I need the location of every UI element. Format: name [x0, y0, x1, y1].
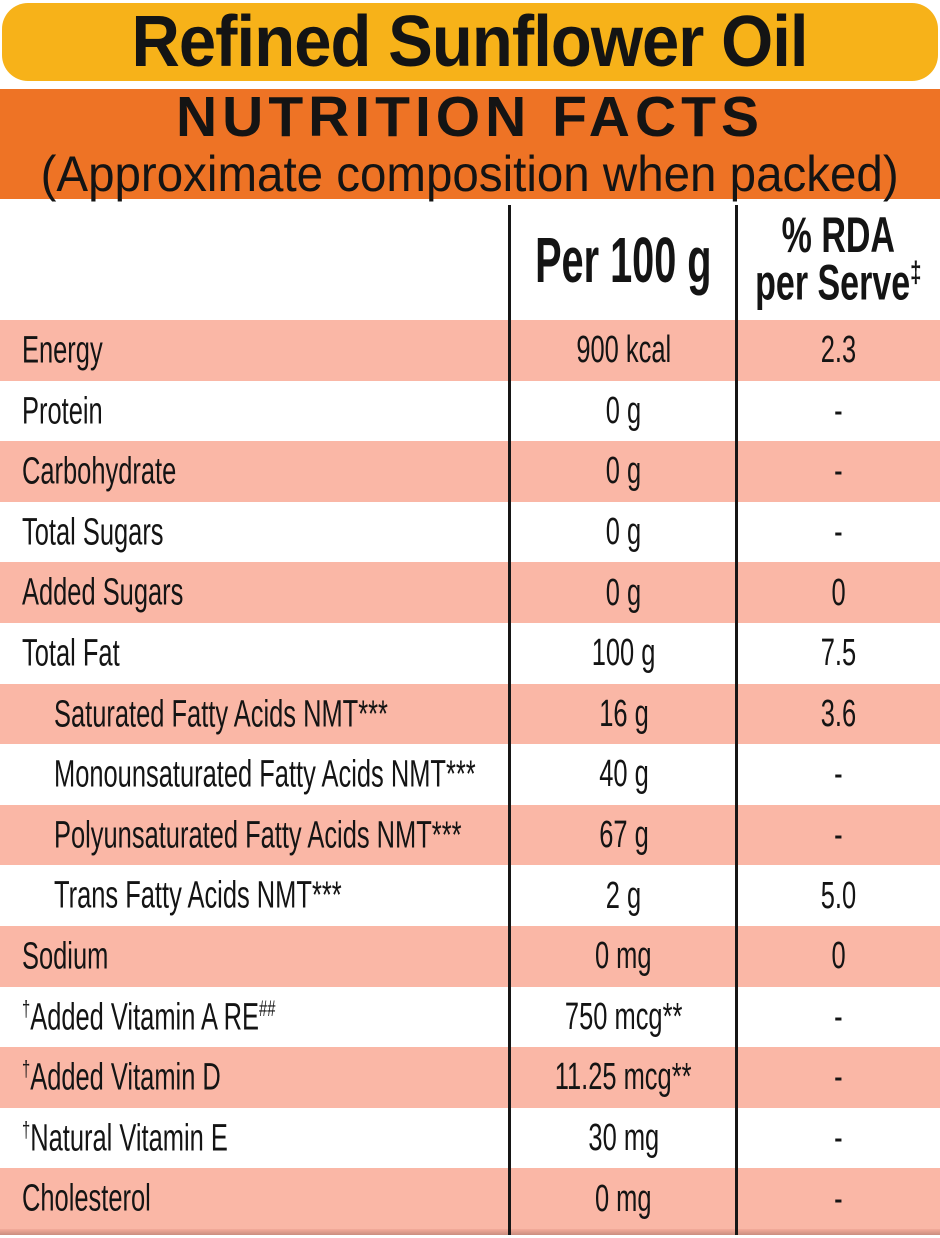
nutrition-facts-band: [0, 84, 940, 202]
per100g-value-cell: 16 g: [598, 692, 649, 735]
table-row: [0, 744, 940, 805]
dagger-footnote: †: [22, 995, 31, 1021]
header-nutrient-cell: [0, 199, 510, 320]
column-divider-2: [735, 205, 738, 1235]
nutrient-label-cell: Saturated Fatty Acids NMT***: [54, 693, 388, 736]
product-title: Refined Sunflower Oil: [131, 2, 809, 82]
rda-value-cell: -: [834, 814, 843, 857]
header-per100g-cell: Per 100 g: [535, 223, 712, 296]
bottom-edge: [0, 1229, 940, 1235]
table-header-row: [0, 199, 940, 320]
rda-value-cell: -: [834, 753, 843, 796]
nutrient-label-cell: †Added Vitamin A RE##: [22, 995, 276, 1039]
per100g-value-cell: 2 g: [605, 874, 642, 917]
nutrient-label-cell: Trans Fatty Acids NMT***: [54, 874, 342, 917]
nutrition-label: [0, 3, 940, 1235]
nutrition-facts-title: NUTRITION FACTS: [176, 84, 764, 149]
nutrition-table: [0, 199, 940, 1235]
rda-value-cell: 7.5: [820, 632, 857, 675]
per100g-value-cell: 100 g: [591, 632, 656, 675]
per100g-value-cell: 30 mg: [588, 1117, 659, 1160]
rda-value-cell: -: [834, 1177, 843, 1220]
table-body: [0, 320, 940, 1229]
header-rda-cell: [737, 199, 940, 320]
rda-value-cell: -: [834, 1056, 843, 1099]
rda-value-cell: -: [834, 995, 843, 1038]
nutrient-label-cell: Total Fat: [22, 632, 120, 675]
product-title-banner: [2, 3, 938, 81]
table-row: [0, 320, 940, 381]
per100g-value-cell: 40 g: [598, 753, 649, 796]
nutrient-label-cell: Added Sugars: [22, 572, 184, 614]
rda-value-cell: -: [834, 511, 843, 554]
per100g-value-cell: 0 g: [605, 571, 642, 614]
rda-header-line2: per Serve‡: [755, 254, 922, 311]
rda-value-cell: 5.0: [820, 874, 857, 917]
rda-value-cell: 3.6: [820, 692, 857, 735]
rda-value-cell: 0: [831, 935, 846, 978]
per100g-value-cell: 0 g: [605, 450, 642, 493]
table-row: [0, 987, 940, 1048]
rda-value-cell: 0: [831, 571, 846, 614]
table-row: [0, 562, 940, 623]
nutrient-label-cell: †Added Vitamin D: [22, 1056, 221, 1099]
nutrient-label-cell: Sodium: [22, 935, 109, 978]
per100g-value-cell: 0 mg: [595, 935, 652, 978]
per100g-value-cell: 0 mg: [595, 1177, 652, 1220]
column-divider-1: [508, 205, 511, 1235]
table-row: [0, 502, 940, 563]
nutrient-label-cell: †Natural Vitamin E: [22, 1116, 228, 1160]
nutrient-label-cell: Total Sugars: [22, 511, 164, 554]
nutrient-label-cell: Polyunsaturated Fatty Acids NMT***: [54, 814, 462, 857]
nutrient-label-cell: Energy: [22, 329, 103, 372]
table-row: [0, 805, 940, 866]
per100g-value-cell: 0 g: [605, 389, 642, 432]
table-row: [0, 926, 940, 987]
nutrient-label-cell: Monounsaturated Fatty Acids NMT***: [54, 753, 476, 796]
per100g-value-cell: 11.25 mcg**: [555, 1056, 692, 1099]
composition-subtitle: (Approximate composition when packed): [40, 145, 900, 202]
per100g-value-cell: 750 mcg**: [564, 995, 683, 1038]
table-row: [0, 1047, 940, 1108]
table-row: [0, 865, 940, 926]
table-row: [0, 623, 940, 684]
hash-footnote: ##: [259, 995, 276, 1021]
per100g-value-cell: 0 g: [605, 511, 642, 554]
rda-value-cell: 2.3: [820, 329, 857, 372]
rda-value-cell: -: [834, 450, 843, 493]
table-row: [0, 381, 940, 442]
rda-value-cell: -: [834, 389, 843, 432]
dagger-footnote: †: [22, 1056, 31, 1082]
table-row: [0, 1108, 940, 1169]
rda-header-line1: % RDA: [781, 206, 896, 263]
nutrient-label-cell: Carbohydrate: [22, 450, 177, 493]
double-dagger-footnote: ‡: [910, 256, 922, 290]
table-row: [0, 441, 940, 502]
per100g-value-cell: 900 kcal: [576, 329, 671, 372]
nutrient-label-cell: Protein: [22, 390, 103, 433]
dagger-footnote: †: [22, 1116, 31, 1142]
table-row: [0, 684, 940, 745]
nutrient-label-cell: Cholesterol: [22, 1177, 151, 1220]
rda-value-cell: -: [834, 1117, 843, 1160]
table-row: [0, 1168, 940, 1229]
per100g-value-cell: 67 g: [598, 814, 649, 857]
